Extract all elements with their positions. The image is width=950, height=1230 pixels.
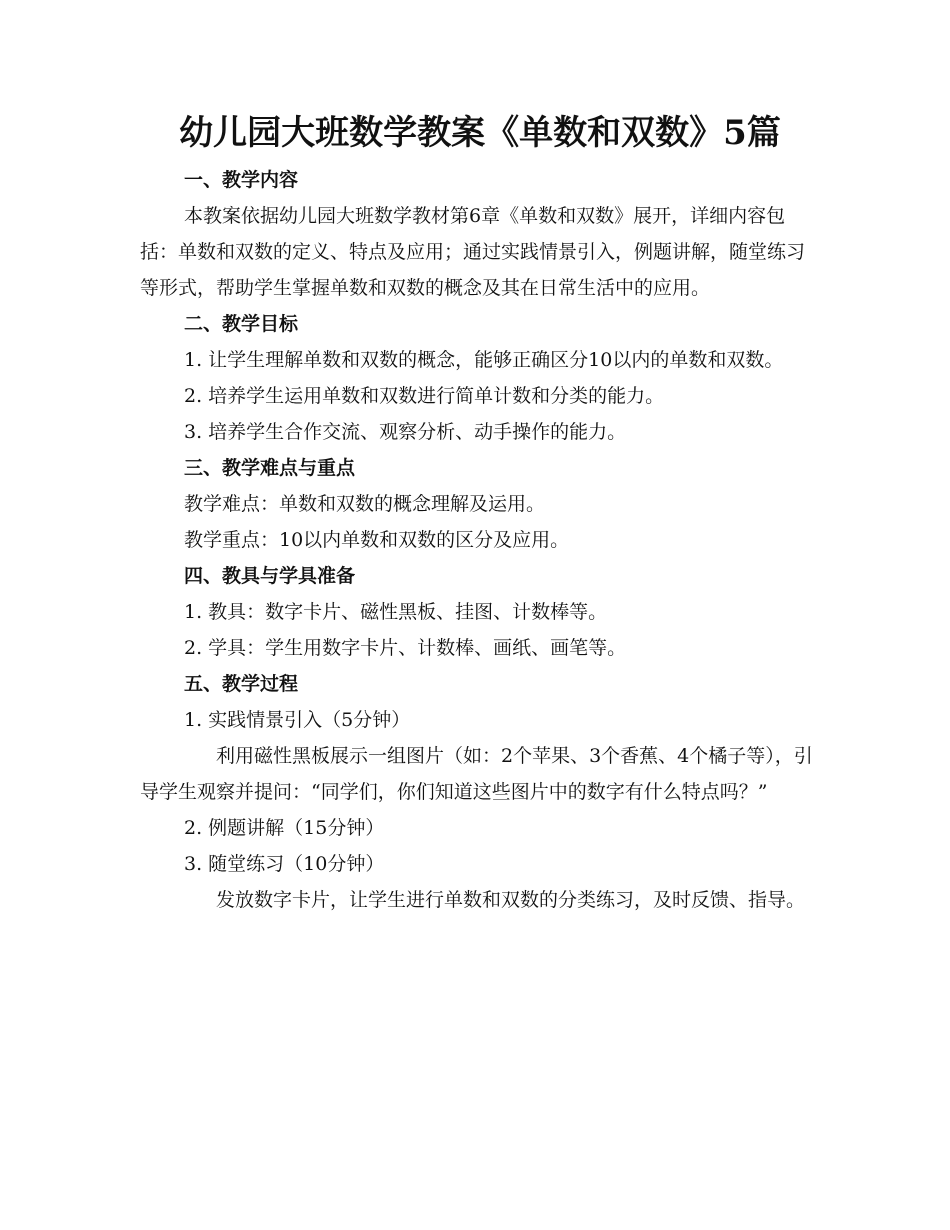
materials-item-2: 2. 学具：学生用数字卡片、计数棒、画纸、画笔等。 [184, 637, 627, 659]
goal-item-1: 1. 让学生理解单数和双数的概念，能够正确区分10以内的单数和双数。 [184, 349, 784, 371]
difficulty-line: 教学难点：单数和双数的概念理解及运用。 [184, 493, 546, 515]
process-step-2: 2. 例题讲解（15分钟） [184, 817, 385, 839]
process-step-1-paragraph: 利用磁性黑板展示一组图片（如：2个苹果、3个香蕉、4个橘子等），引导学生观察并提问：“同学们，你们知道这些图片中的数字有什么特点吗？” [140, 745, 813, 803]
goal-item-3: 3. 培养学生合作交流、观察分析、动手操作的能力。 [184, 421, 627, 443]
section-heading-materials: 四、教具与学具准备 [184, 565, 356, 587]
process-step-3: 3. 随堂练习（10分钟） [184, 853, 385, 875]
process-step-1: 1. 实践情景引入（5分钟） [184, 709, 411, 731]
materials-item-1: 1. 教具：数字卡片、磁性黑板、挂图、计数棒等。 [184, 601, 608, 623]
document-title: 幼儿园大班数学教案《单数和双数》5篇 [179, 113, 781, 153]
content-paragraph: 本教案依据幼儿园大班数学教材第6章《单数和双数》展开，详细内容包括：单数和双数的定义、特点及应用；通过实践情景引入，例题讲解，随堂练习等形式，帮助学生掌握单数和双数的概念及其在日常生活中的应用。 [140, 205, 806, 299]
section-heading-goals: 二、教学目标 [184, 313, 299, 335]
document-page [140, 108, 820, 918]
section-heading-keypoints: 三、教学难点与重点 [184, 457, 356, 479]
section-heading-process: 五、教学过程 [184, 673, 299, 695]
process-step-3-paragraph: 发放数字卡片，让学生进行单数和双数的分类练习，及时反馈、指导。 [216, 889, 806, 911]
section-heading-content: 一、教学内容 [184, 169, 299, 191]
keypoint-line: 教学重点：10以内单数和双数的区分及应用。 [184, 529, 570, 551]
goal-item-2: 2. 培养学生运用单数和双数进行简单计数和分类的能力。 [184, 385, 665, 407]
